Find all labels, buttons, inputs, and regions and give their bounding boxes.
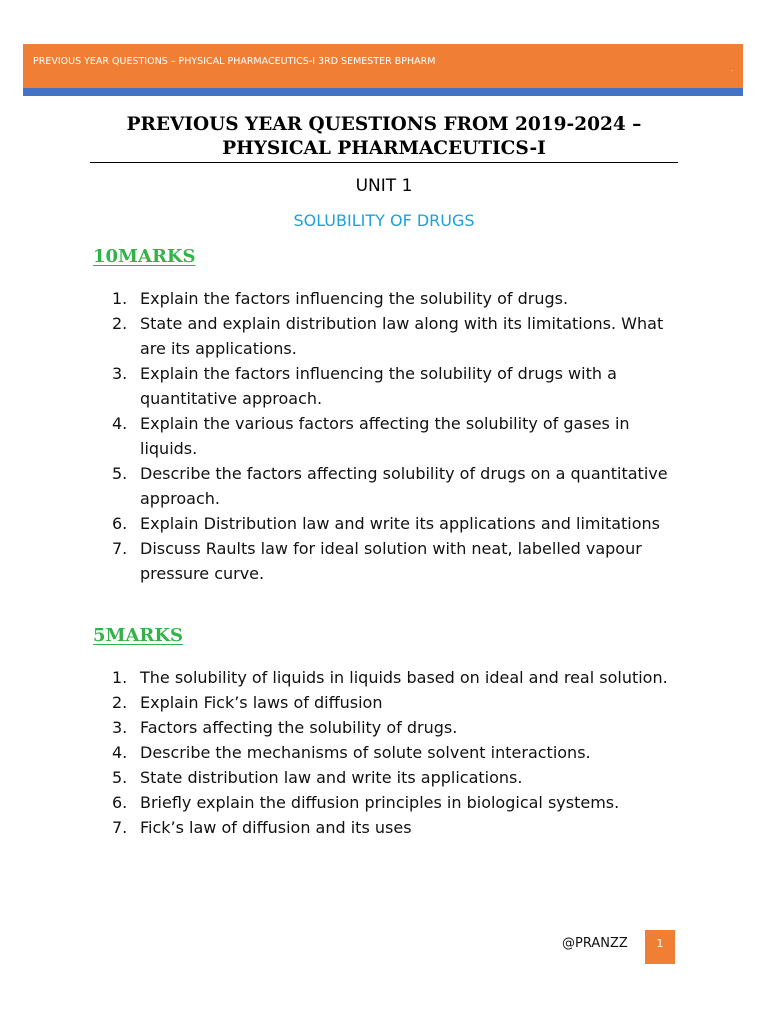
question-number: 4.	[112, 743, 128, 762]
section-heading-10marks: 10MARKS	[93, 246, 196, 267]
list-item	[112, 286, 682, 311]
header-text: PREVIOUS YEAR QUESTIONS – PHYSICAL PHARMACEUTICS-I 3RD SEMESTER BPHARM	[33, 56, 436, 67]
question-text: Briefly explain the diffusion principles in biological systems.	[140, 793, 620, 812]
question-text: Explain the various factors affecting the solubility of gases in liquids.	[140, 414, 630, 458]
header-stripe	[23, 88, 743, 96]
question-number: 1.	[112, 289, 128, 308]
list-item	[112, 461, 682, 511]
question-text: Describe the mechanisms of solute solvent interactions.	[140, 743, 591, 762]
unit-label: UNIT 1	[355, 176, 413, 196]
question-text: State distribution law and write its applications.	[140, 768, 523, 787]
question-number: 6.	[112, 793, 128, 812]
question-number: 5.	[112, 768, 128, 787]
question-number: 1.	[112, 668, 128, 687]
question-number: 3.	[112, 364, 128, 383]
question-text: Discuss Raults law for ideal solution with neat, labelled vapour pressure curve.	[140, 539, 642, 583]
list-item	[112, 715, 682, 740]
list-item	[112, 511, 682, 536]
header-bar	[23, 44, 743, 88]
question-text: State and explain distribution law along with its limitations. What are its applications.	[140, 314, 664, 358]
question-text: Factors affecting the solubility of drugs.	[140, 718, 458, 737]
topic-label: SOLUBILITY OF DRUGS	[293, 211, 475, 230]
question-text: Explain the factors influencing the solubility of drugs with a quantitative approach.	[140, 364, 617, 408]
question-list-5marks	[112, 665, 682, 840]
document-title: PREVIOUS YEAR QUESTIONS FROM 2019-2024 – PHYSICAL PHARMACEUTICS-I	[126, 114, 642, 159]
list-item	[112, 765, 682, 790]
list-item	[112, 740, 682, 765]
question-text: Fick’s law of diffusion and its uses	[140, 818, 412, 837]
question-number: 5.	[112, 464, 128, 483]
list-item	[112, 311, 682, 361]
question-number: 2.	[112, 693, 128, 712]
question-number: 7.	[112, 539, 128, 558]
question-list-10marks	[112, 286, 682, 586]
question-text: Explain the factors influencing the solubility of drugs.	[140, 289, 569, 308]
header-dot: .	[731, 66, 733, 73]
question-number: 2.	[112, 314, 128, 333]
title-divider	[90, 162, 678, 163]
list-item	[112, 361, 682, 411]
list-item	[112, 665, 682, 690]
question-number: 7.	[112, 818, 128, 837]
list-item	[112, 790, 682, 815]
question-number: 4.	[112, 414, 128, 433]
list-item	[112, 815, 682, 840]
list-item	[112, 411, 682, 461]
list-item	[112, 536, 682, 586]
question-text: The solubility of liquids in liquids based on ideal and real solution.	[140, 668, 668, 687]
question-text: Explain Fick’s laws of diffusion	[140, 693, 383, 712]
footer-handle: @PRANZZ	[562, 936, 628, 951]
section-heading-5marks: 5MARKS	[93, 625, 184, 646]
question-text: Explain Distribution law and write its applications and limitations	[140, 514, 660, 533]
question-text: Describe the factors affecting solubility of drugs on a quantitative approach.	[140, 464, 668, 508]
question-number: 3.	[112, 718, 128, 737]
page-number-badge: 1	[645, 930, 675, 964]
list-item	[112, 690, 682, 715]
question-number: 6.	[112, 514, 128, 533]
